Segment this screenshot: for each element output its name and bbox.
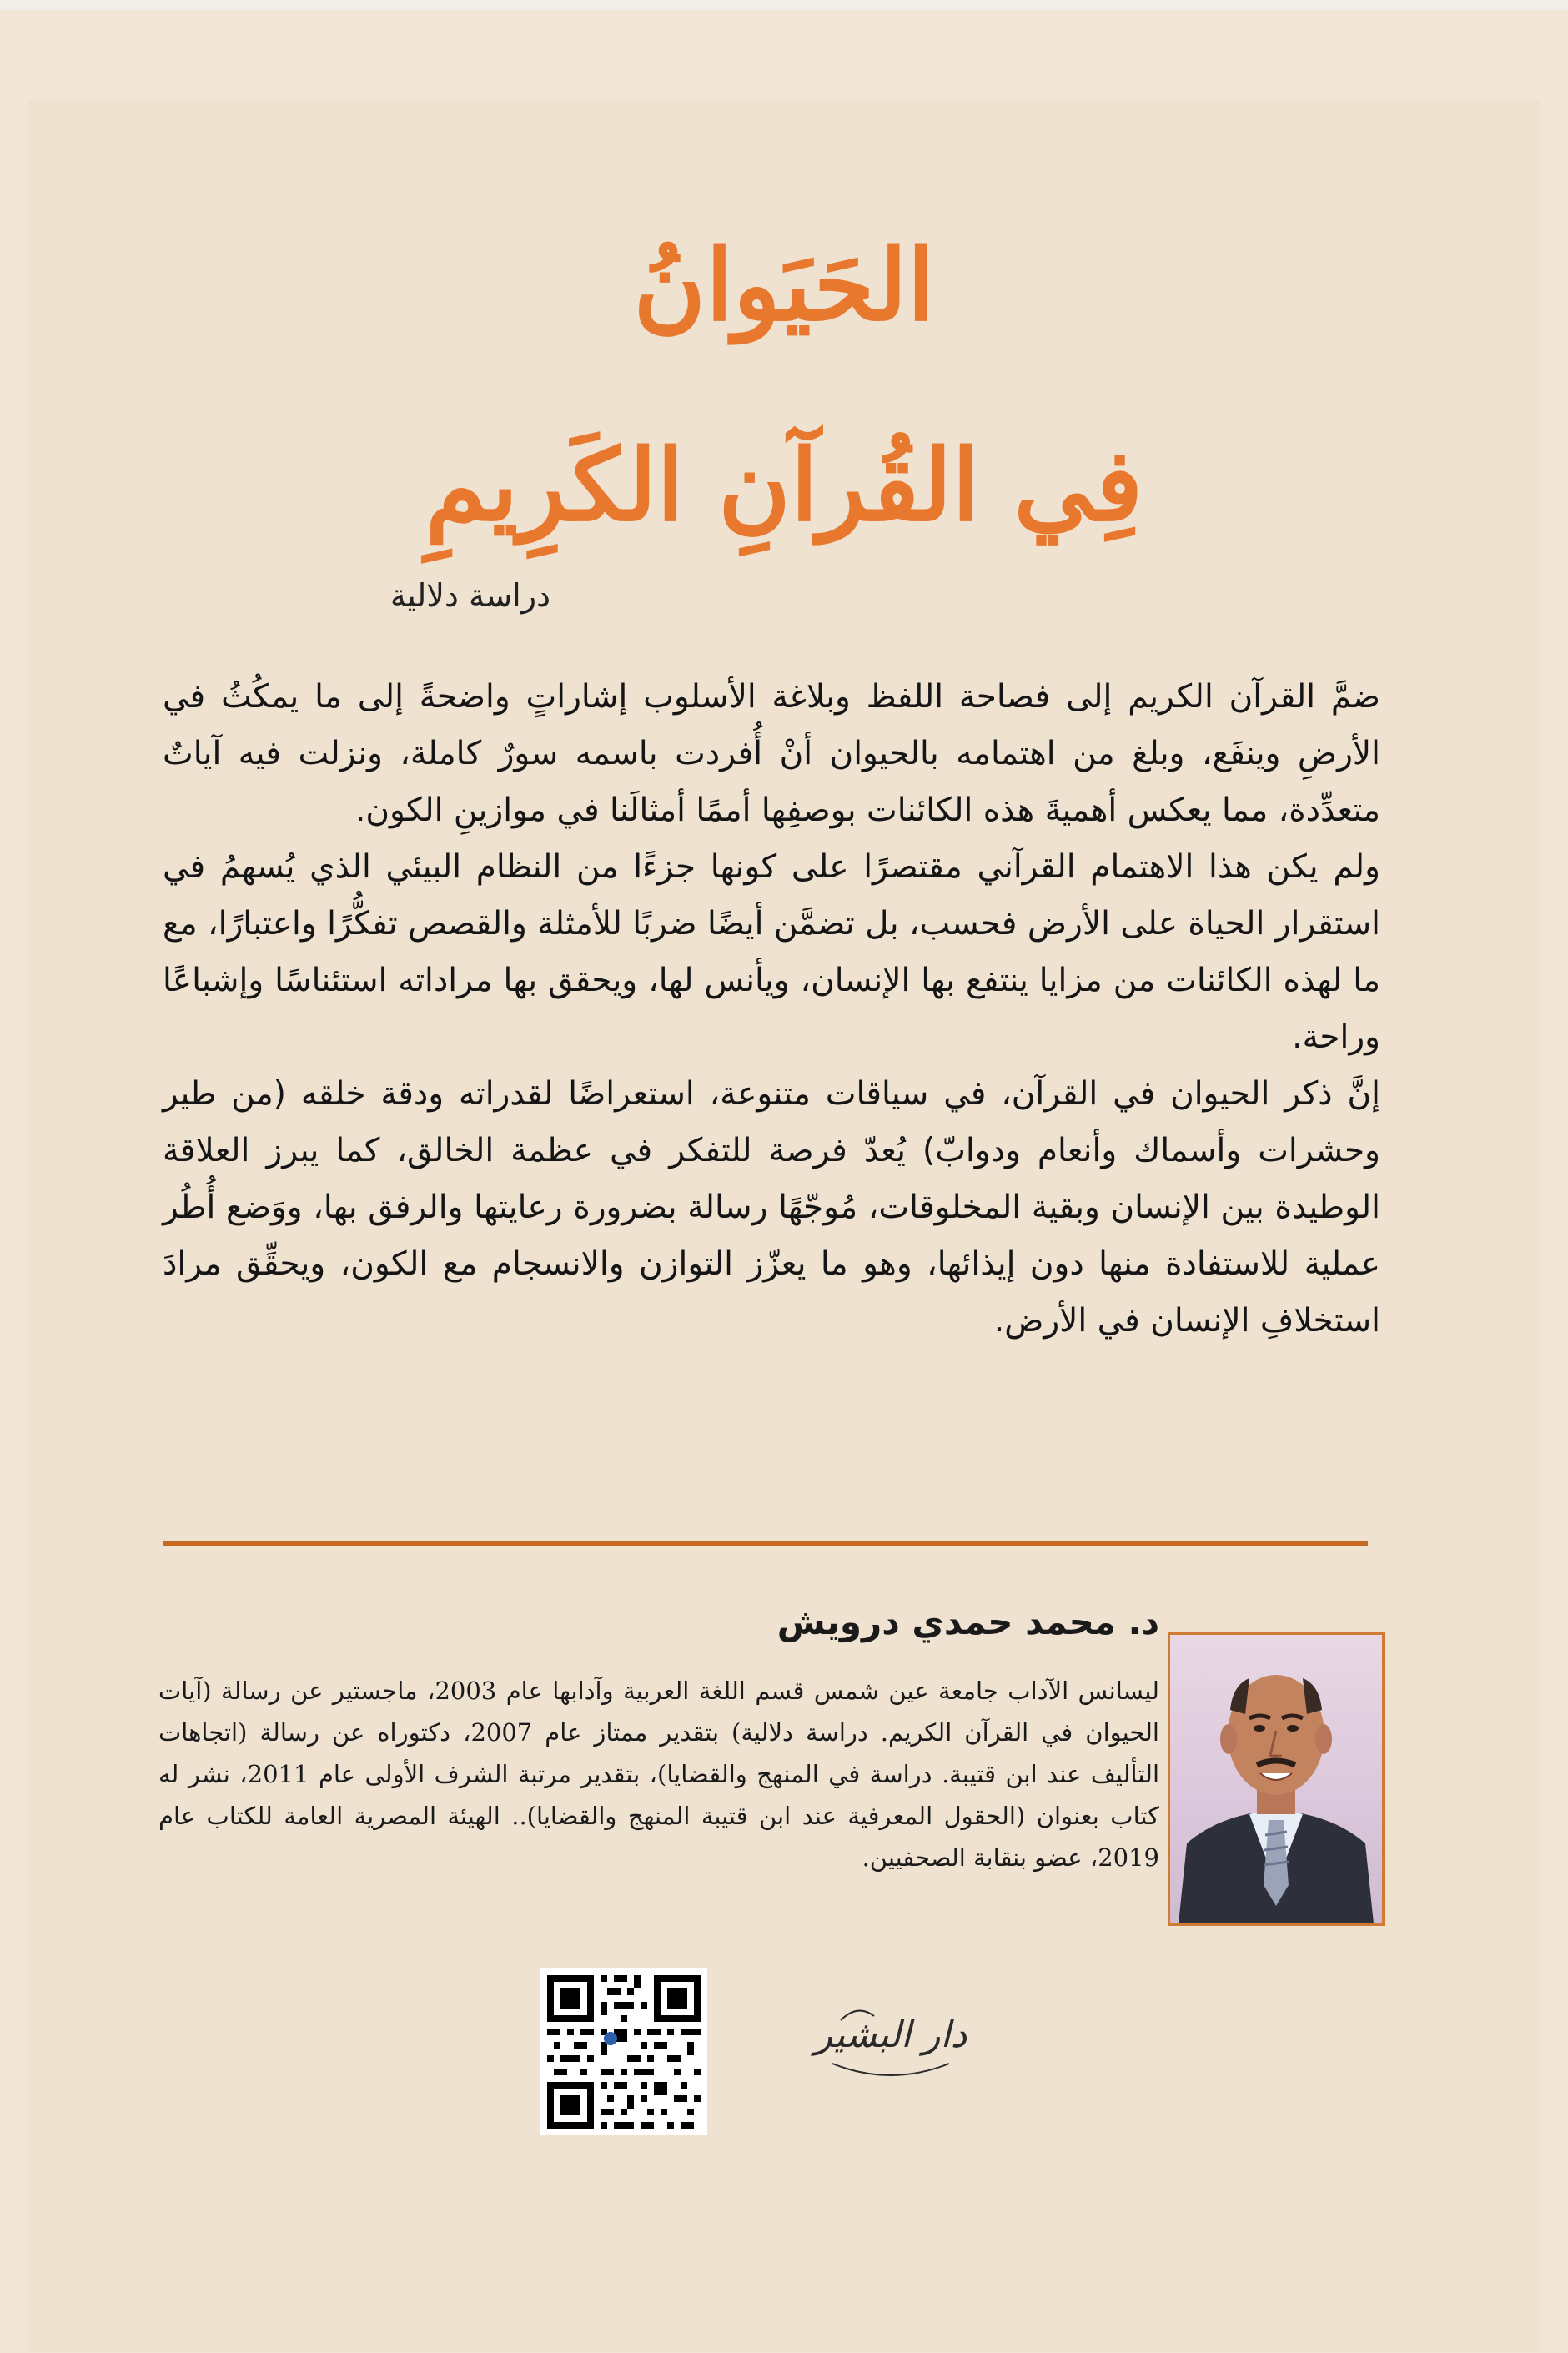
qr-code[interactable] xyxy=(540,1968,707,2135)
author-photo xyxy=(1168,1632,1385,1926)
blurb-paragraph: ضمَّ القرآن الكريم إلى فصاحة اللفظ وبلاغة الأسلوب إشاراتٍ واضحةً إلى ما يمكُثُ في الأرضِ وينفَع، وبلغ من اهتمامه بالحيوان أنْ أُفردت باسمه سورٌ كاملة، ونزلت فيه آياتٌ متعدِّدة، مما يعكس أهميةَ هذه الكائنات بوصفِها أممًا أمثالَنا في موازينِ الكون. xyxy=(163,678,1380,829)
svg-text:دار البشير: دار البشير xyxy=(814,2014,967,2056)
author-bio: ليسانس الآداب جامعة عين شمس قسم اللغة العربية وآدابها عام 2003، ماجستير عن رسالة (آيات الحيوان في القرآن الكريم. دراسة دلالية) بتقدير ممتاز عام 2007، دكتوراه عن رسالة (اتجاهات التأليف عند ابن قتيبة. دراسة في المنهج والقضايا)، بتقدير مرتبة الشرف الأولى عام 2011، نشر له كتاب بعنوان (الحقول المعرفية عند ابن قتيبة المنهج والقضايا).. الهيئة المصرية العامة للكتاب عام 2019، عضو بنقابة الصحفيين. xyxy=(158,1677,1159,1872)
blurb xyxy=(163,669,1380,1350)
author-portrait-icon xyxy=(1170,1635,1382,1923)
author-name: د. محمد حمدي درويش xyxy=(776,1601,1159,1642)
book-subtitle: دراسة دلالية xyxy=(389,577,550,614)
blurb-paragraph: إنَّ ذكر الحيوان في القرآن، في سياقات متنوعة، استعراضًا لقدراته ودقة خلقه (من طير وحشرات وأسماك وأنعام ودوابّ) يُعدّ فرصة للتفكر في عظمة الخالق، كما يبرز العلاقة الوطيدة بين الإنسان وبقية المخلوقات، مُوجّهًا رسالة بضرورة رعايتها والرفق بها، ووَضع أُطُر عملية للاستفادة منها دون إيذائها، وهو ما يعزّز التوازن والانسجام مع الكون، ويحقِّق مرادَ استخلافِ الإنسان في الأرض. xyxy=(163,1075,1380,1340)
qr-code-icon xyxy=(540,1968,707,2135)
publisher-logo xyxy=(807,1987,974,2104)
book-title-line2: فِي القُرآنِ الكَرِيمِ xyxy=(425,427,1143,543)
back-cover xyxy=(0,10,1568,2353)
blurb-paragraph: ولم يكن هذا الاهتمام القرآني مقتصرًا على كونها جزءًا من النظام البيئي الذي يُسهمُ في استقرار الحياة على الأرض فحسب، بل تضمَّن أيضًا ضربًا للأمثلة والقصص تفكُّرًا واعتبارًا، مع ما لهذه الكائنات من مزايا ينتفع بها الإنسان، ويأنس لها، ويحقق بها مراداته استئناسًا وإشباعًا وراحة. xyxy=(163,848,1380,1056)
book-title-line1: الحَيَوانُ xyxy=(633,227,935,343)
divider xyxy=(163,1541,1368,1546)
publisher-logo-icon xyxy=(807,1987,974,2104)
